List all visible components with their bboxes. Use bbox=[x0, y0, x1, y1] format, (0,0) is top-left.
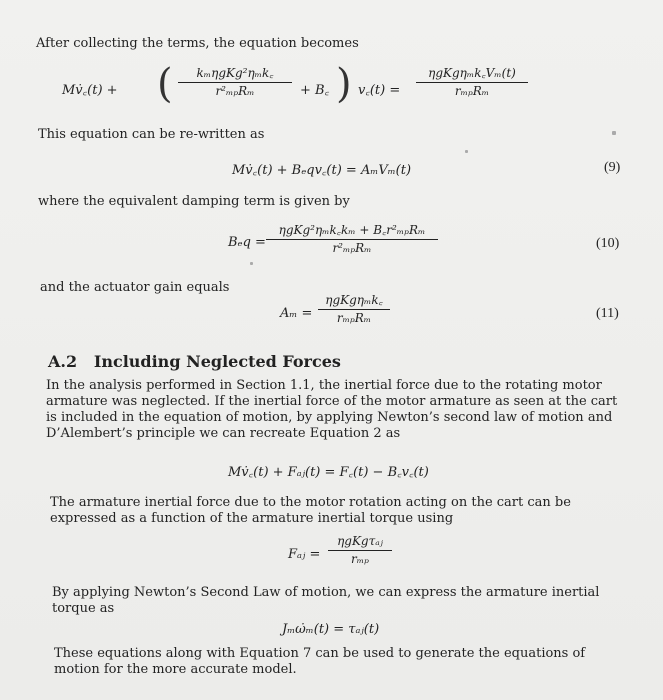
scan-mark bbox=[465, 150, 468, 153]
equation-11-denominator: rₘₚRₘ bbox=[336, 311, 372, 325]
paragraph-conclusion: These equations along with Equation 7 can be used to generate the equations of motion for the more accurate model. bbox=[54, 646, 586, 677]
gain-text: and the actuator gain equals bbox=[40, 280, 230, 295]
equation-10-lhs: Bₑq = bbox=[228, 235, 266, 250]
faj-equation-fraction bbox=[328, 534, 392, 567]
scan-mark bbox=[250, 262, 253, 265]
intro-text: After collecting the terms, the equation becomes bbox=[36, 36, 359, 51]
torque-equation: Jₘω̇ₘ(t) = τₐⱼ(t) bbox=[282, 622, 380, 637]
paragraph-neglected-forces: In the analysis performed in Section 1.1, the inertial force due to the rotating motor armature was neglected. If the inertial force of the motor armature as seen at the cart is included in the equation of motion, by applying Newton’s second law of motion and D’Alembert’s principle we can recreate Equation 2 as bbox=[46, 378, 618, 441]
main-equation-fraction-1 bbox=[178, 66, 292, 99]
equation-10-numerator: ηgKg²ηₘk꜀kₘ + B꜀r²ₘₚRₘ bbox=[278, 223, 426, 237]
fraction-bar bbox=[416, 82, 528, 83]
main-equation-mid: v꜀(t) = bbox=[358, 83, 401, 98]
rewrite-text: This equation can be re-written as bbox=[38, 127, 265, 142]
equation-11-fraction bbox=[318, 293, 390, 326]
equation-10-number: (10) bbox=[596, 236, 620, 251]
fraction-bar bbox=[318, 309, 390, 310]
faj-numerator: ηgKgτₐⱼ bbox=[337, 534, 383, 548]
paragraph-torque: By applying Newton’s Second Law of motion, we can express the armature inertial torque as bbox=[52, 585, 600, 616]
right-paren: ) bbox=[336, 61, 352, 107]
fraction-2-denominator: rₘₚRₘ bbox=[454, 84, 490, 98]
fraction-bar bbox=[328, 550, 392, 551]
equation-9: Mv̇꜀(t) + Bₑqv꜀(t) = AₘVₘ(t) bbox=[232, 163, 412, 178]
main-equation-fraction-2 bbox=[416, 66, 528, 99]
damping-text: where the equivalent damping term is given by bbox=[38, 194, 350, 209]
fraction-1-denominator: r²ₘₚRₘ bbox=[215, 84, 255, 98]
newton-equation: Mv̇꜀(t) + Fₐⱼ(t) = F꜀(t) − B꜀v꜀(t) bbox=[228, 465, 429, 480]
faj-equation-lhs: Fₐⱼ = bbox=[288, 547, 321, 562]
left-paren: ( bbox=[157, 61, 173, 107]
main-equation-lhs: Mv̇꜀(t) + bbox=[62, 83, 118, 98]
equation-11-lhs: Aₘ = bbox=[280, 306, 313, 321]
section-heading bbox=[48, 352, 341, 371]
section-title: Including Neglected Forces bbox=[93, 352, 341, 371]
fraction-bar bbox=[178, 82, 292, 83]
main-equation-damping: + B꜀ bbox=[300, 83, 330, 98]
paragraph-armature-force: The armature inertial force due to the motor rotation acting on the cart can be expressed as a function of the armature inertial torque using bbox=[50, 495, 571, 526]
equation-11-number: (11) bbox=[596, 306, 619, 321]
fraction-1-numerator: kₘηgKg²ηₘk꜀ bbox=[196, 66, 274, 80]
equation-11-numerator: ηgKgηₘk꜀ bbox=[325, 293, 383, 307]
fraction-2-numerator: ηgKgηₘk꜀Vₘ(t) bbox=[428, 66, 516, 80]
scan-mark bbox=[612, 131, 616, 135]
equation-10-denominator: r²ₘₚRₘ bbox=[332, 241, 372, 255]
equation-9-number: (9) bbox=[604, 160, 621, 175]
fraction-bar bbox=[266, 239, 438, 240]
faj-denominator: rₘₚ bbox=[351, 552, 369, 566]
section-number: A.2 bbox=[48, 352, 78, 371]
equation-10-fraction bbox=[266, 223, 438, 256]
